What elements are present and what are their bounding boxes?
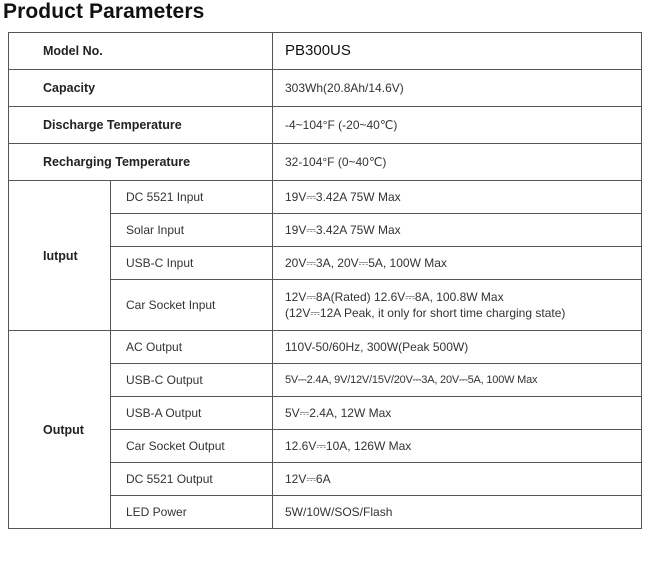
- table-row-recharge: [9, 144, 642, 181]
- input-group-label: Iutput: [9, 181, 111, 331]
- led-power-value: 5W/10W/SOS/Flash: [273, 496, 642, 529]
- car-output-value: 12.6V⎓10A, 126W Max: [273, 430, 642, 463]
- output-group-label: Output: [9, 331, 111, 529]
- solar-input-value: 19V⎓3.42A 75W Max: [273, 214, 642, 247]
- car-input-value-line1: 12V⎓8A(Rated) 12.6V⎓8A, 100.8W Max: [285, 290, 504, 304]
- table-row-discharge: [9, 107, 642, 144]
- car-output-label: Car Socket Output: [111, 430, 273, 463]
- table-row-model: [9, 33, 642, 70]
- led-power-label: LED Power: [111, 496, 273, 529]
- page-title: Product Parameters: [3, 0, 205, 23]
- capacity-value: 303Wh(20.8Ah/14.6V): [273, 70, 642, 107]
- dc-output-label: DC 5521 Output: [111, 463, 273, 496]
- parameters-table: [8, 32, 642, 529]
- recharge-label: Recharging Temperature: [9, 144, 273, 181]
- ac-output-label: AC Output: [111, 331, 273, 364]
- discharge-label: Discharge Temperature: [9, 107, 273, 144]
- table-row-dc-input: [9, 181, 642, 214]
- model-value: PB300US: [273, 33, 642, 70]
- solar-input-label: Solar Input: [111, 214, 273, 247]
- car-input-value-line2: (12V⎓12A Peak, it only for short time charging state): [285, 306, 566, 320]
- recharge-value: 32-104°F (0~40℃): [273, 144, 642, 181]
- usbc-output-label: USB-C Output: [111, 364, 273, 397]
- car-input-value: [273, 280, 642, 331]
- car-input-label: Car Socket Input: [111, 280, 273, 331]
- usba-output-label: USB-A Output: [111, 397, 273, 430]
- ac-output-value: 110V-50/60Hz, 300W(Peak 500W): [273, 331, 642, 364]
- usbc-input-value: 20V⎓3A, 20V⎓5A, 100W Max: [273, 247, 642, 280]
- capacity-label: Capacity: [9, 70, 273, 107]
- usba-output-value: 5V⎓2.4A, 12W Max: [273, 397, 642, 430]
- model-label: Model No.: [9, 33, 273, 70]
- discharge-value: -4~104°F (-20~40℃): [273, 107, 642, 144]
- usbc-output-value: 5V⎓2.4A, 9V/12V/15V/20V⎓3A, 20V⎓5A, 100W Max: [273, 364, 642, 397]
- dc-input-value: 19V⎓3.42A 75W Max: [273, 181, 642, 214]
- dc-input-label: DC 5521 Input: [111, 181, 273, 214]
- table-row-ac-output: [9, 331, 642, 364]
- usbc-input-label: USB-C Input: [111, 247, 273, 280]
- table-row-capacity: [9, 70, 642, 107]
- dc-output-value: 12V⎓6A: [273, 463, 642, 496]
